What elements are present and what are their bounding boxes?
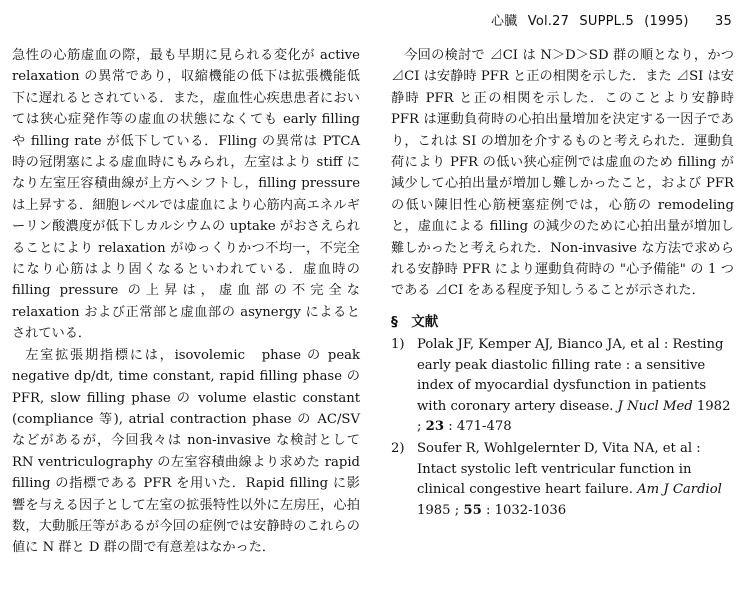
reference-volume: 55 xyxy=(463,502,482,518)
reference-number: 2) xyxy=(391,441,405,457)
reference-journal: J Nucl Med xyxy=(617,398,693,414)
paragraph-ischemia: 急性の心筋虚血の際，最も早期に見られる変化が active relaxation の異常であり，収縮機能の低下は拡張機能低下に遅れるとされている．また，虚血性心疾患患者においては狭心症発作等の虚血の状態になくても early filling や filling rate が低下している．Flling の異常は PTCA 時の冠閉塞による虚血時にもみられ，左室はより stiff になり左室圧容積曲線が上方へシフトし，filling pressure は上昇する．細胞レベルでは虚血により心筋内高エネルギーリン酸濃度が低下しカルシウムの uptake がおさえられることにより relaxation がゆっくりかつ不均一，不完全になり心筋はより固くなるといわれている．虚血時の filling pressure の上昇は，虚血部の不完全な relaxation および正常部と虚血部の asynergy によるとされている． xyxy=(12,48,360,342)
journal-title: 心臓 xyxy=(491,14,518,29)
right-column xyxy=(391,45,734,521)
reference-text: Polak JF, Kemper AJ, Bianco JA, et al : Resting early peak diastolic filling rate : a sensitive index of myocardial dysfunction in patients with coronary artery disease. xyxy=(417,337,724,414)
running-header xyxy=(485,10,732,29)
reference-journal: Am J Cardiol xyxy=(637,482,722,498)
reference-year: 1982 ; xyxy=(417,398,731,434)
reference-text: Soufer R, Wohlgelernter D, Vita NA, et al : Intact systolic left ventricular function in clinical congestive heart failure. xyxy=(417,441,701,498)
paragraph-conclusion: 今回の検討で ⊿CI は N＞D＞SD 群の順となり，かつ ⊿CI は安静時 PFR と正の相関を示した．また ⊿SI は安静時 PFR と正の相関を示した．このことより安静時 PFR は運動負荷時の心拍出量増加を決定する一因子であり，これは SI の増加を介するものと考えられた．運動負荷により PFR の低い狭心症例では虚血のため filling が減少して心拍出量が増加し難しかったこと，および PFR の低い陳旧性心筋梗塞症例では，心筋の remodeling と，虚血による filling の減少のために心拍出量が増加し難しかったと考えられた．Non-invasive な方法で求められる安静時 PFR により運動負荷時の "心予備能" の 1 つである ⊿CI をある程度予知しうることが示された． xyxy=(391,48,734,299)
journal-supplement: SUPPL.5 xyxy=(579,14,634,29)
reference-item xyxy=(391,335,734,437)
reference-pages: : 471-478 xyxy=(448,418,512,434)
references-heading: § 文献 xyxy=(391,313,439,330)
paragraph-diastolic-indices: 左室拡張期指標には，isovolemic phase の peak negative dp/dt, time constant, rapid filling phase の PFR, slow filling phase の volume elastic constant (compliance 等), atrial contraction phase の AC/SV などがあるが，今回我々は non-invasive な検討として RN ventriculography の左室容積曲線より求めた rapid filling の指標である PFR を用いた．Rapid filling に影響を与える因子として左室の拡張特性以外に左房圧，心拍数，大動脈圧等があるが今回の症例では安静時のこれらの値に N 群と D 群の間で有意差はなかった． xyxy=(12,347,360,556)
reference-volume: 23 xyxy=(425,418,445,434)
reference-number: 1) xyxy=(391,337,405,353)
reference-year: 1985 ; xyxy=(417,502,460,518)
reference-item xyxy=(391,439,734,521)
reference-body xyxy=(417,335,734,437)
left-column xyxy=(12,45,360,559)
page-number: 35 xyxy=(715,14,732,29)
reference-pages: : 1032-1036 xyxy=(485,502,567,518)
journal-year: (1995) xyxy=(644,14,689,29)
journal-volume: Vol.27 xyxy=(527,14,570,29)
reference-body xyxy=(417,439,734,521)
